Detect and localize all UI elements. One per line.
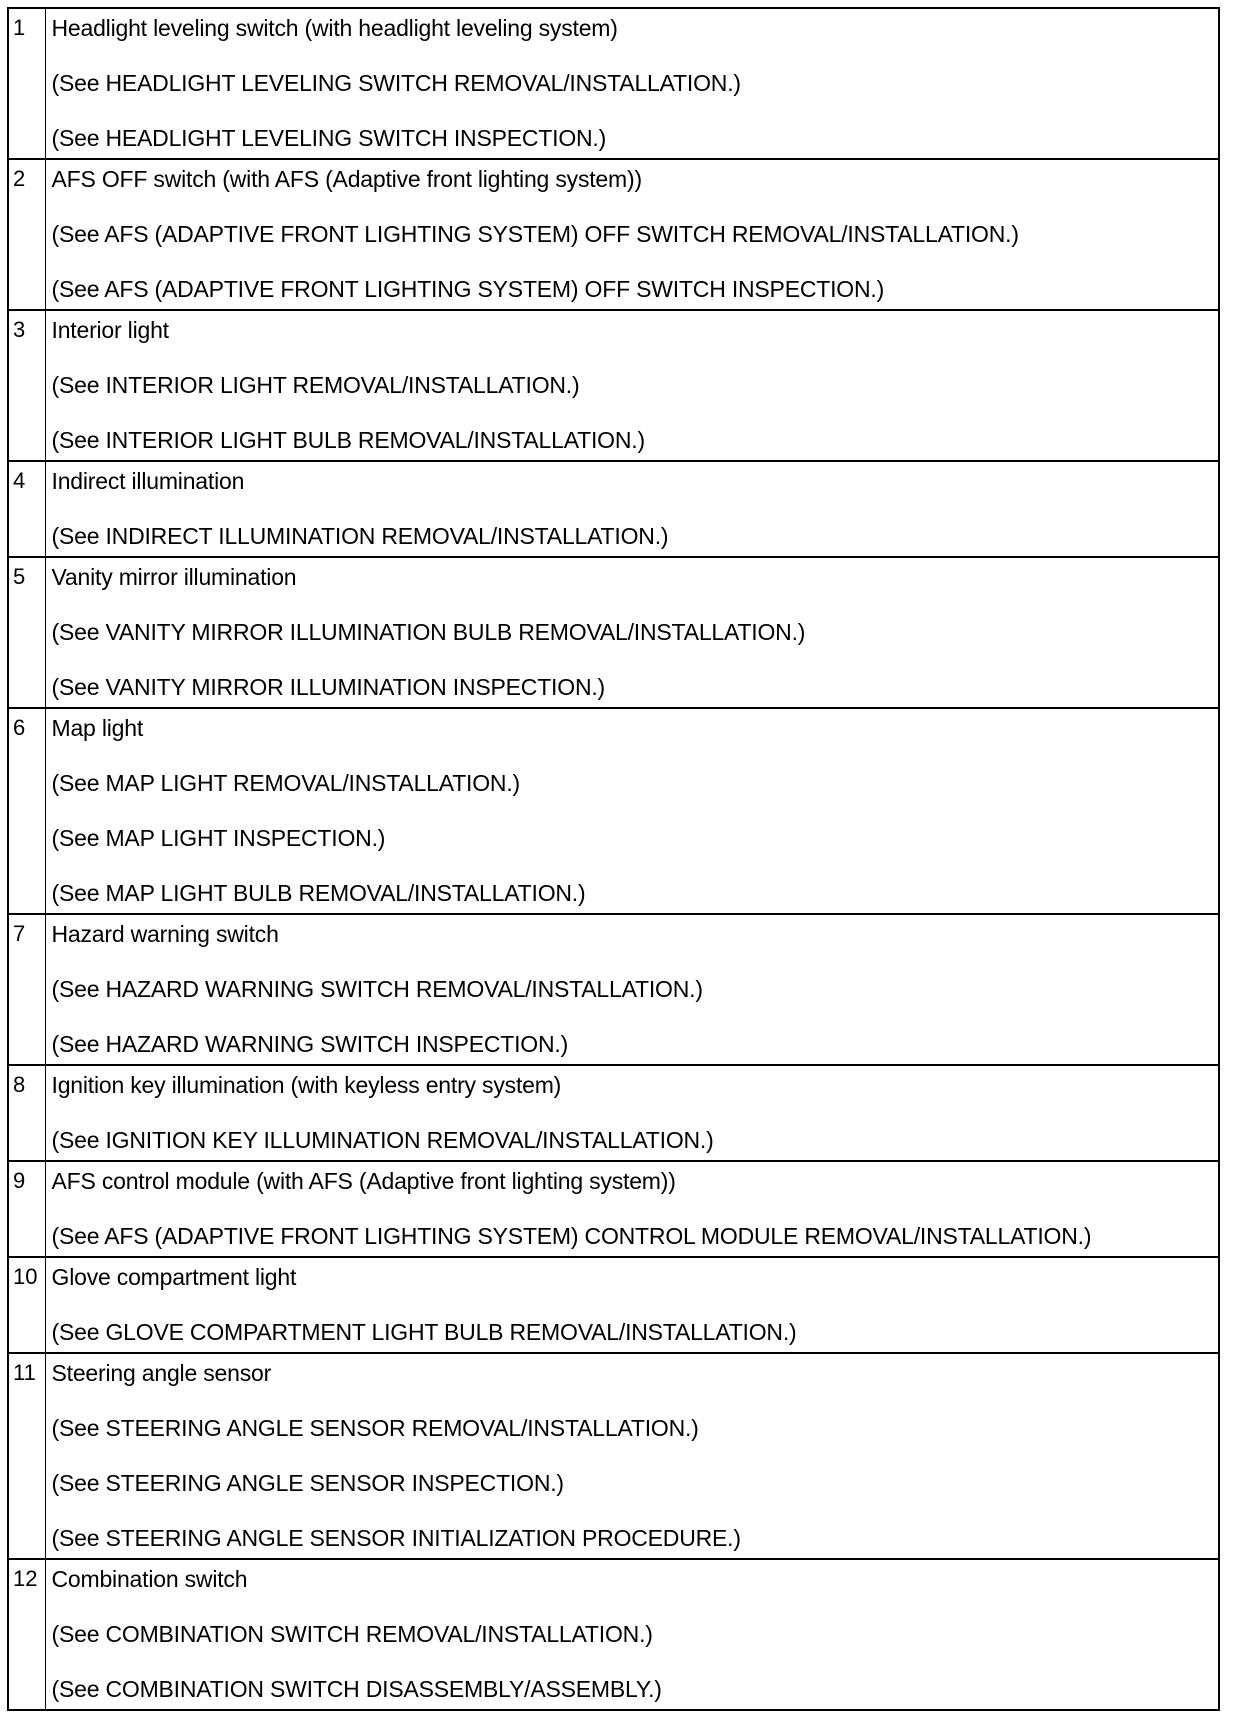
procedure-reference-link[interactable]: (See VANITY MIRROR ILLUMINATION INSPECTION.): [51, 674, 605, 700]
procedure-reference-link[interactable]: (See GLOVE COMPARTMENT LIGHT BULB REMOVAL/INSTALLATION.): [51, 1319, 797, 1345]
item-description-cell: [45, 708, 1219, 914]
procedure-reference-link[interactable]: (See IGNITION KEY ILLUMINATION REMOVAL/INSTALLATION.): [51, 1127, 714, 1153]
item-title: AFS control module (with AFS (Adaptive front lighting system)): [51, 1168, 676, 1194]
table-row: [8, 159, 1219, 310]
table-row: [8, 461, 1219, 557]
table-row: [8, 310, 1219, 461]
item-description-cell: [45, 310, 1219, 461]
component-index-table: [7, 7, 1220, 1711]
procedure-reference-link[interactable]: (See HEADLIGHT LEVELING SWITCH REMOVAL/INSTALLATION.): [51, 70, 741, 96]
item-number: 6: [8, 708, 45, 914]
item-description-cell: [45, 1559, 1219, 1710]
item-title: Interior light: [51, 317, 169, 343]
procedure-reference-link[interactable]: (See STEERING ANGLE SENSOR INITIALIZATION PROCEDURE.): [51, 1525, 741, 1551]
item-number: 10: [8, 1257, 45, 1353]
item-description-cell: [45, 1353, 1219, 1559]
item-title: AFS OFF switch (with AFS (Adaptive front lighting system)): [51, 166, 642, 192]
procedure-reference-link[interactable]: (See STEERING ANGLE SENSOR INSPECTION.): [51, 1470, 564, 1496]
table-row: [8, 557, 1219, 708]
item-number: 1: [8, 8, 45, 159]
procedure-reference-link[interactable]: (See HAZARD WARNING SWITCH INSPECTION.): [51, 1031, 569, 1057]
table-row: [8, 8, 1219, 159]
procedure-reference-link[interactable]: (See MAP LIGHT BULB REMOVAL/INSTALLATION.): [51, 880, 586, 906]
table-row: [8, 914, 1219, 1065]
item-title: Vanity mirror illumination: [51, 564, 297, 590]
procedure-reference-link[interactable]: (See MAP LIGHT REMOVAL/INSTALLATION.): [51, 770, 520, 796]
item-number: 11: [8, 1353, 45, 1559]
item-description-cell: [45, 1257, 1219, 1353]
item-number: 3: [8, 310, 45, 461]
item-number: 4: [8, 461, 45, 557]
table-row: [8, 1353, 1219, 1559]
procedure-reference-link[interactable]: (See AFS (ADAPTIVE FRONT LIGHTING SYSTEM) OFF SWITCH INSPECTION.): [51, 276, 885, 302]
item-title: Ignition key illumination (with keyless entry system): [51, 1072, 562, 1098]
procedure-reference-link[interactable]: (See AFS (ADAPTIVE FRONT LIGHTING SYSTEM) OFF SWITCH REMOVAL/INSTALLATION.): [51, 221, 1019, 247]
procedure-reference-link[interactable]: (See AFS (ADAPTIVE FRONT LIGHTING SYSTEM) CONTROL MODULE REMOVAL/INSTALLATION.): [51, 1223, 1092, 1249]
procedure-reference-link[interactable]: (See INTERIOR LIGHT REMOVAL/INSTALLATION.): [51, 372, 580, 398]
table-row: [8, 708, 1219, 914]
item-description-cell: [45, 557, 1219, 708]
item-title: Map light: [51, 715, 144, 741]
item-title: Combination switch: [51, 1566, 248, 1592]
item-title: Steering angle sensor: [51, 1360, 272, 1386]
table-row: [8, 1257, 1219, 1353]
item-number: 9: [8, 1161, 45, 1257]
procedure-reference-link[interactable]: (See HEADLIGHT LEVELING SWITCH INSPECTION.): [51, 125, 607, 151]
item-title: Headlight leveling switch (with headlight leveling system): [51, 15, 618, 41]
table-row: [8, 1161, 1219, 1257]
item-title: Indirect illumination: [51, 468, 245, 494]
procedure-reference-link[interactable]: (See STEERING ANGLE SENSOR REMOVAL/INSTALLATION.): [51, 1415, 699, 1441]
table-body: [8, 8, 1219, 1710]
table-row: [8, 1065, 1219, 1161]
item-number: 2: [8, 159, 45, 310]
item-description-cell: [45, 159, 1219, 310]
item-description-cell: [45, 8, 1219, 159]
item-description-cell: [45, 461, 1219, 557]
item-number: 12: [8, 1559, 45, 1710]
item-description-cell: [45, 1161, 1219, 1257]
procedure-reference-link[interactable]: (See MAP LIGHT INSPECTION.): [51, 825, 386, 851]
item-description-cell: [45, 914, 1219, 1065]
procedure-reference-link[interactable]: (See VANITY MIRROR ILLUMINATION BULB REMOVAL/INSTALLATION.): [51, 619, 806, 645]
item-number: 7: [8, 914, 45, 1065]
item-title: Hazard warning switch: [51, 921, 279, 947]
item-number: 5: [8, 557, 45, 708]
procedure-reference-link[interactable]: (See COMBINATION SWITCH DISASSEMBLY/ASSEMBLY.): [51, 1676, 662, 1702]
procedure-reference-link[interactable]: (See HAZARD WARNING SWITCH REMOVAL/INSTALLATION.): [51, 976, 703, 1002]
item-description-cell: [45, 1065, 1219, 1161]
item-title: Glove compartment light: [51, 1264, 297, 1290]
procedure-reference-link[interactable]: (See INDIRECT ILLUMINATION REMOVAL/INSTALLATION.): [51, 523, 669, 549]
table-row: [8, 1559, 1219, 1710]
item-number: 8: [8, 1065, 45, 1161]
procedure-reference-link[interactable]: (See COMBINATION SWITCH REMOVAL/INSTALLATION.): [51, 1621, 653, 1647]
procedure-reference-link[interactable]: (See INTERIOR LIGHT BULB REMOVAL/INSTALLATION.): [51, 427, 645, 453]
